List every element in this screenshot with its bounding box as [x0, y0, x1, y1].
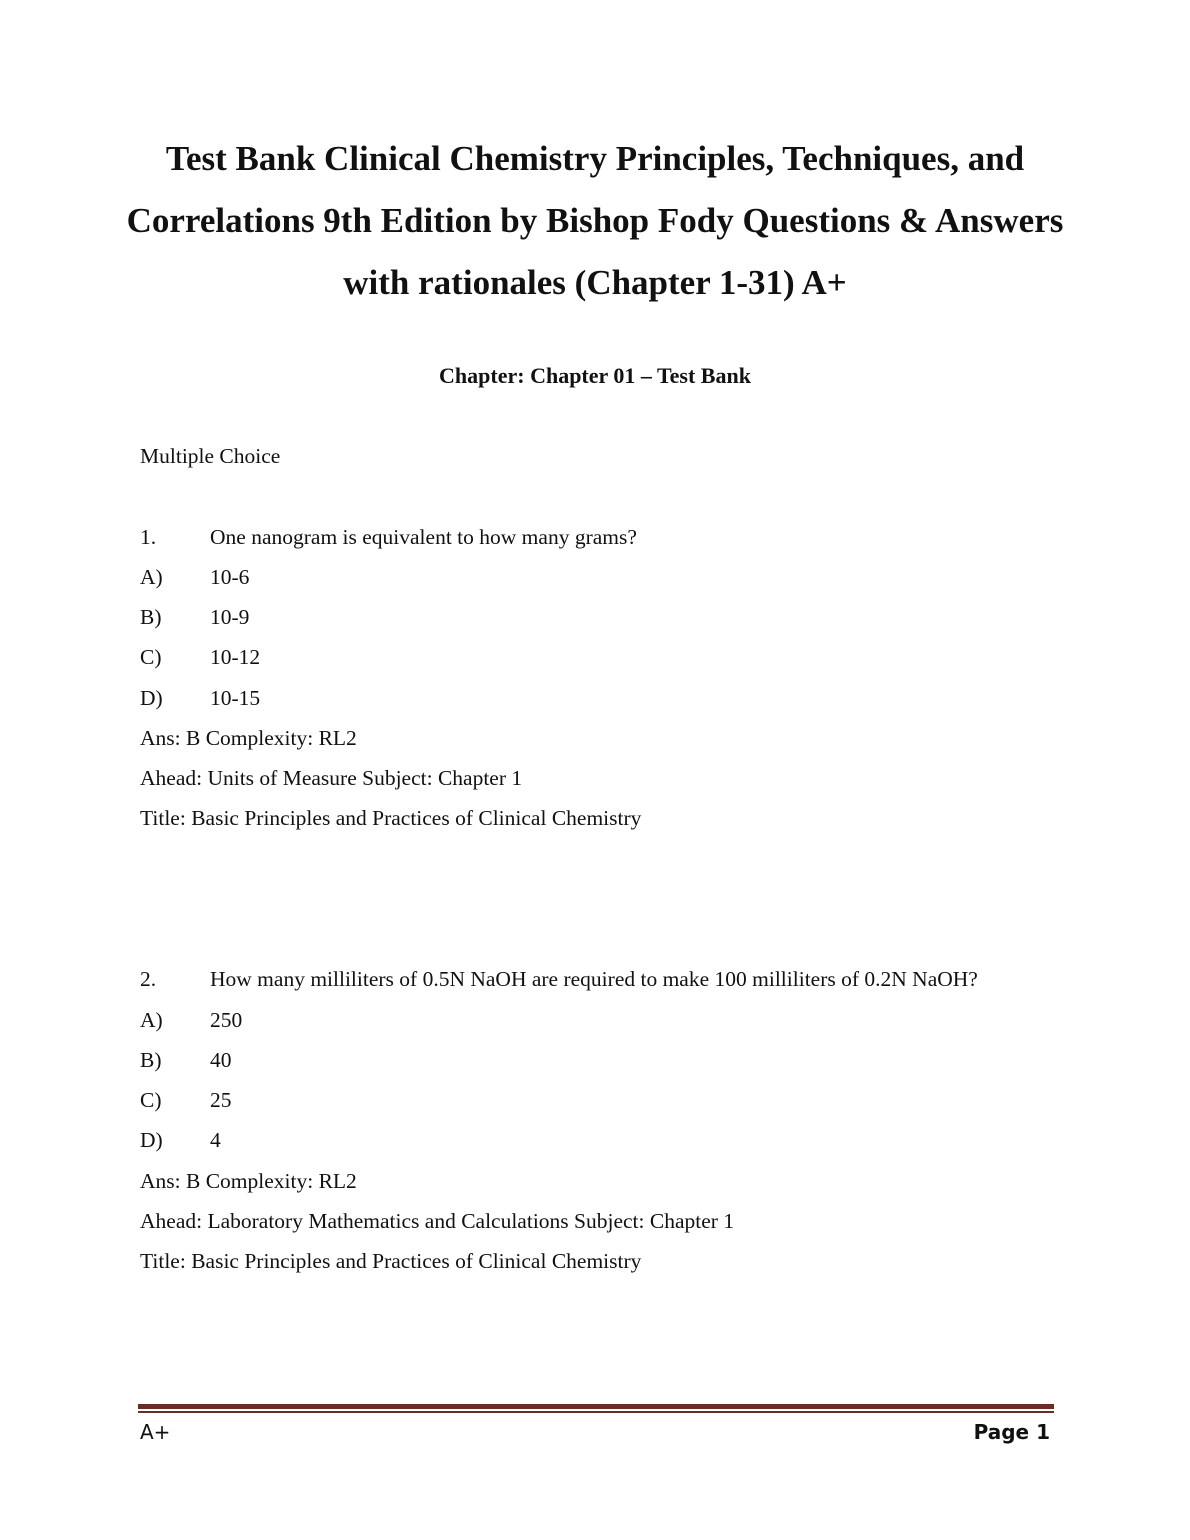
- option-text: 40: [210, 1048, 232, 1072]
- option-letter: C): [140, 1088, 162, 1112]
- option-text: 10-12: [210, 645, 261, 669]
- q2-option-d: [140, 1126, 221, 1154]
- footer-left-text: A+: [140, 1420, 171, 1444]
- q1-ahead-line: Ahead: Units of Measure Subject: Chapter 1: [140, 766, 523, 790]
- question-2: [140, 965, 978, 993]
- option-letter: B): [140, 1048, 162, 1072]
- q2-ahead-line: Ahead: Laboratory Mathematics and Calculations Subject: Chapter 1: [140, 1209, 735, 1233]
- option-letter: D): [140, 686, 163, 710]
- document-title: Test Bank Clinical Chemistry Principles, Techniques, and Correlations 9th Edition by Bishop Fody Questions & Answers with rationales (Chapter 1-31) A+: [126, 139, 1064, 302]
- question-1: [140, 523, 637, 551]
- option-text: 10-15: [210, 686, 261, 710]
- option-letter: C): [140, 645, 162, 669]
- footer-rule-thin: [138, 1411, 1054, 1413]
- q1-answer-line: Ans: B Complexity: RL2: [140, 726, 357, 750]
- option-letter: D): [140, 1128, 163, 1152]
- q2-option-c: [140, 1086, 232, 1114]
- q2-title-line: Title: Basic Principles and Practices of Clinical Chemistry: [140, 1249, 642, 1273]
- q1-option-a: [140, 563, 249, 591]
- q1-option-c: [140, 643, 260, 671]
- q2-option-b: [140, 1046, 232, 1074]
- chapter-heading: Chapter: Chapter 01 – Test Bank: [439, 363, 751, 388]
- q2-option-a: [140, 1006, 242, 1034]
- option-letter: A): [140, 1008, 163, 1032]
- question-number: 2.: [140, 967, 157, 991]
- option-letter: B): [140, 605, 162, 629]
- question-text: How many milliliters of 0.5N NaOH are required to make 100 milliliters of 0.2N NaOH?: [210, 967, 978, 991]
- q1-option-d: [140, 684, 260, 712]
- footer-rule: [138, 1404, 1054, 1409]
- section-label: Multiple Choice: [140, 444, 281, 468]
- page-number: Page 1: [973, 1420, 1050, 1444]
- option-text: 10-9: [210, 605, 250, 629]
- q1-option-b: [140, 603, 249, 631]
- option-letter: A): [140, 565, 163, 589]
- q1-title-line: Title: Basic Principles and Practices of Clinical Chemistry: [140, 806, 642, 830]
- option-text: 4: [210, 1128, 221, 1152]
- q2-answer-line: Ans: B Complexity: RL2: [140, 1169, 357, 1193]
- option-text: 25: [210, 1088, 232, 1112]
- question-number: 1.: [140, 525, 157, 549]
- question-text: One nanogram is equivalent to how many grams?: [210, 525, 637, 549]
- option-text: 10-6: [210, 565, 250, 589]
- option-text: 250: [210, 1008, 243, 1032]
